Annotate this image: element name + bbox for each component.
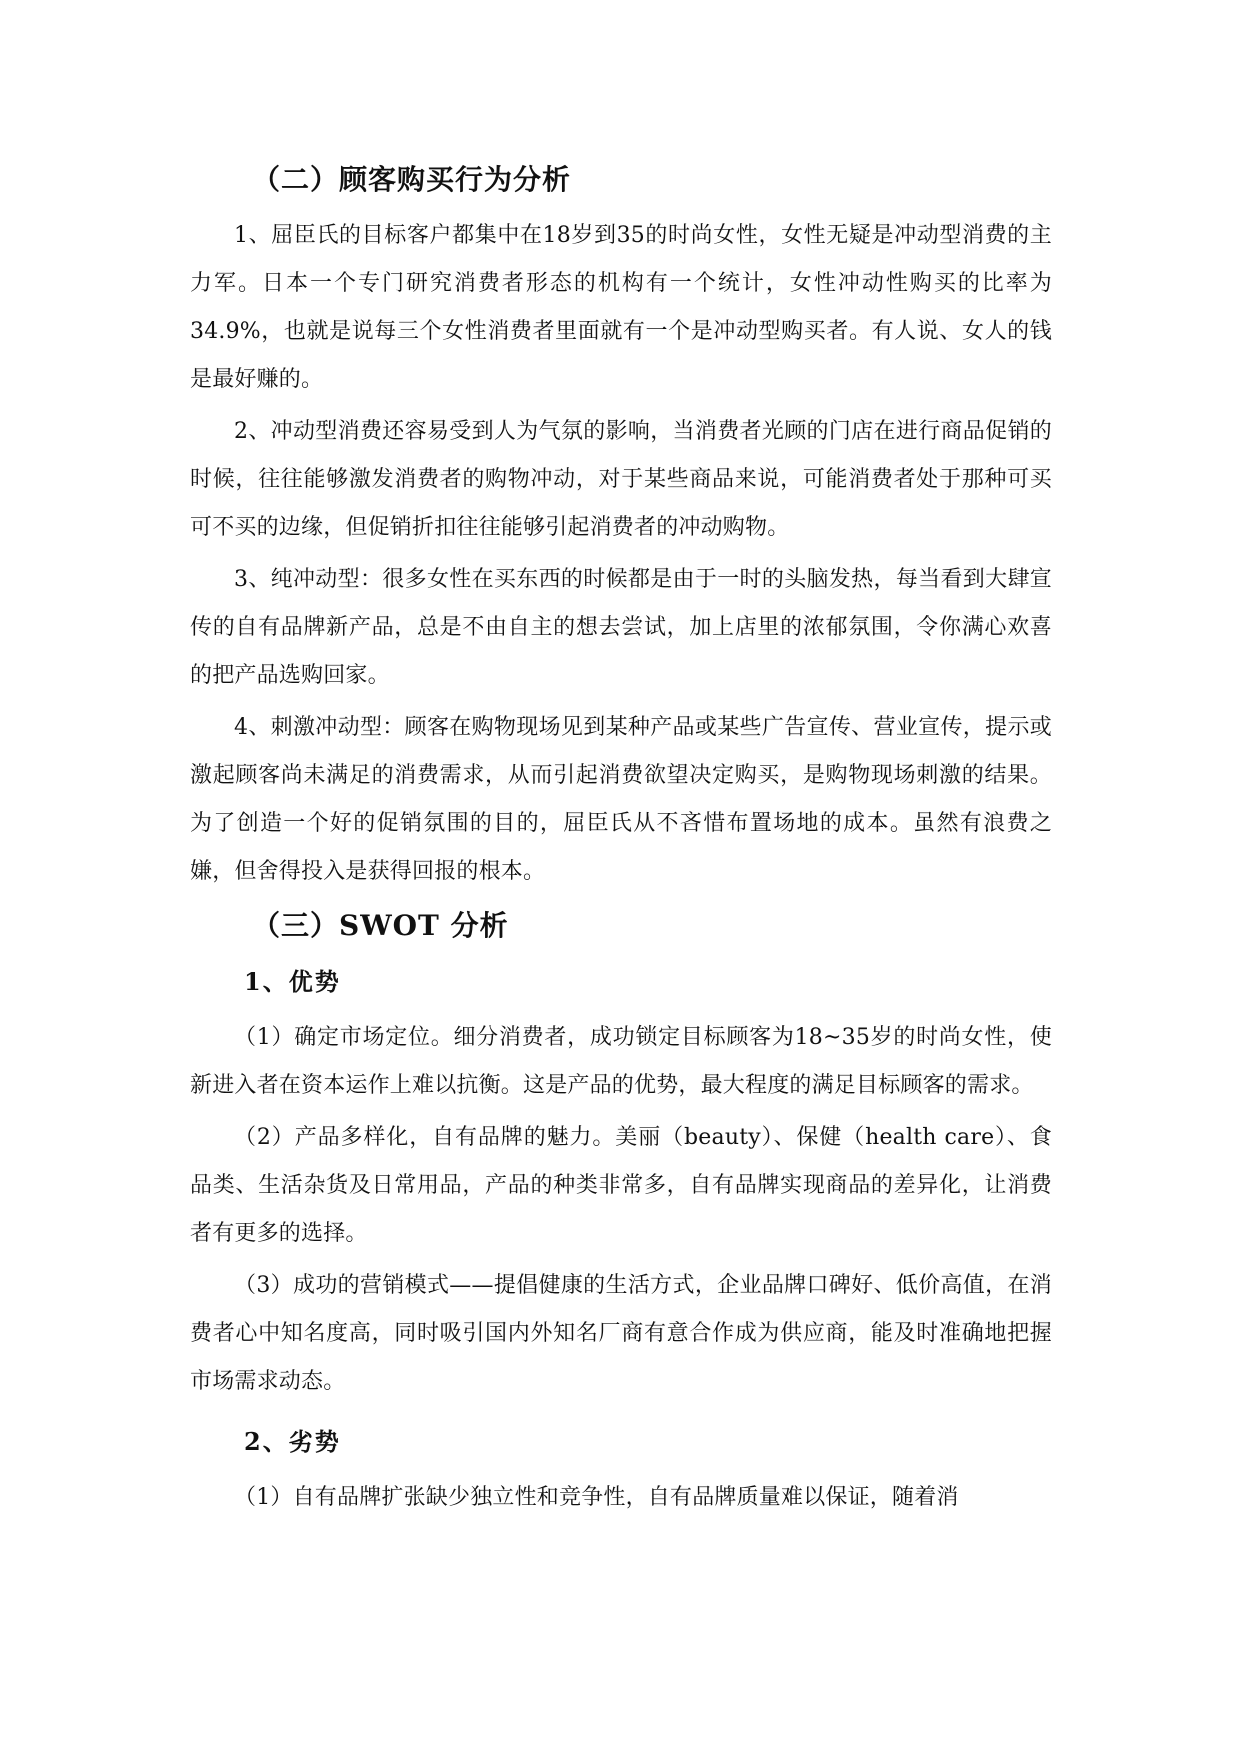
section-heading-customer-behavior: （二）顾客购买行为分析 (252, 163, 572, 196)
paragraph-behavior-3: 3、纯冲动型：很多女性在买东西的时候都是由于一时的头脑发热，每当看到大肆宣传的自有品牌新产品，总是不由自主的想去尝试，加上店里的浓郁氛围，令你满心欢喜的把产品选购回家。 (190, 567, 1052, 688)
page-content (190, 160, 1052, 1522)
paragraph-behavior-1: 1、屈臣氏的目标客户都集中在18岁到35的时尚女性，女性无疑是冲动型消费的主力军。日本一个专门研究消费者形态的机构有一个统计，女性冲动性购买的比率为34.9%，也就是说每三个女性消费者里面就有一个是冲动型购买者。有人说、女人的钱是最好赚的。 (190, 223, 1052, 392)
paragraph-behavior-2: 2、冲动型消费还容易受到人为气氛的影响，当消费者光顾的门店在进行商品促销的时候，往往能够激发消费者的购物冲动，对于某些商品来说，可能消费者处于那种可买可不买的边缘，但促销折扣往往能够引起消费者的冲动购物。 (190, 419, 1052, 540)
subheading-strengths: 1、优势 (244, 967, 341, 996)
subheading-weaknesses: 2、劣势 (244, 1427, 341, 1456)
paragraph-strength-3: （3）成功的营销模式——提倡健康的生活方式，企业品牌口碑好、低价高值，在消费者心中知名度高，同时吸引国内外知名厂商有意合作成为供应商，能及时准确地把握市场需求动态。 (190, 1273, 1052, 1394)
paragraph-behavior-4: 4、刺激冲动型：顾客在购物现场见到某种产品或某些广告宣传、营业宣传，提示或激起顾客尚未满足的消费需求，从而引起消费欲望决定购买，是购物现场刺激的结果。为了创造一个好的促销氛围的目的，屈臣氏从不吝惜布置场地的成本。虽然有浪费之嫌，但舍得投入是获得回报的根本。 (190, 715, 1052, 884)
paragraph-weakness-1: （1）自有品牌扩张缺少独立性和竞争性，自有品牌质量难以保证，随着消 (234, 1485, 959, 1510)
section-heading-swot: （三）SWOT 分析 (252, 909, 509, 942)
paragraph-strength-1: （1）确定市场定位。细分消费者，成功锁定目标顾客为18~35岁的时尚女性，使新进入者在资本运作上难以抗衡。这是产品的优势，最大程度的满足目标顾客的需求。 (190, 1025, 1052, 1098)
paragraph-strength-2: （2）产品多样化，自有品牌的魅力。美丽（beauty）、保健（health care）、食品类、生活杂货及日常用品，产品的种类非常多，自有品牌实现商品的差异化，让消费者有更多的选择。 (190, 1125, 1052, 1246)
